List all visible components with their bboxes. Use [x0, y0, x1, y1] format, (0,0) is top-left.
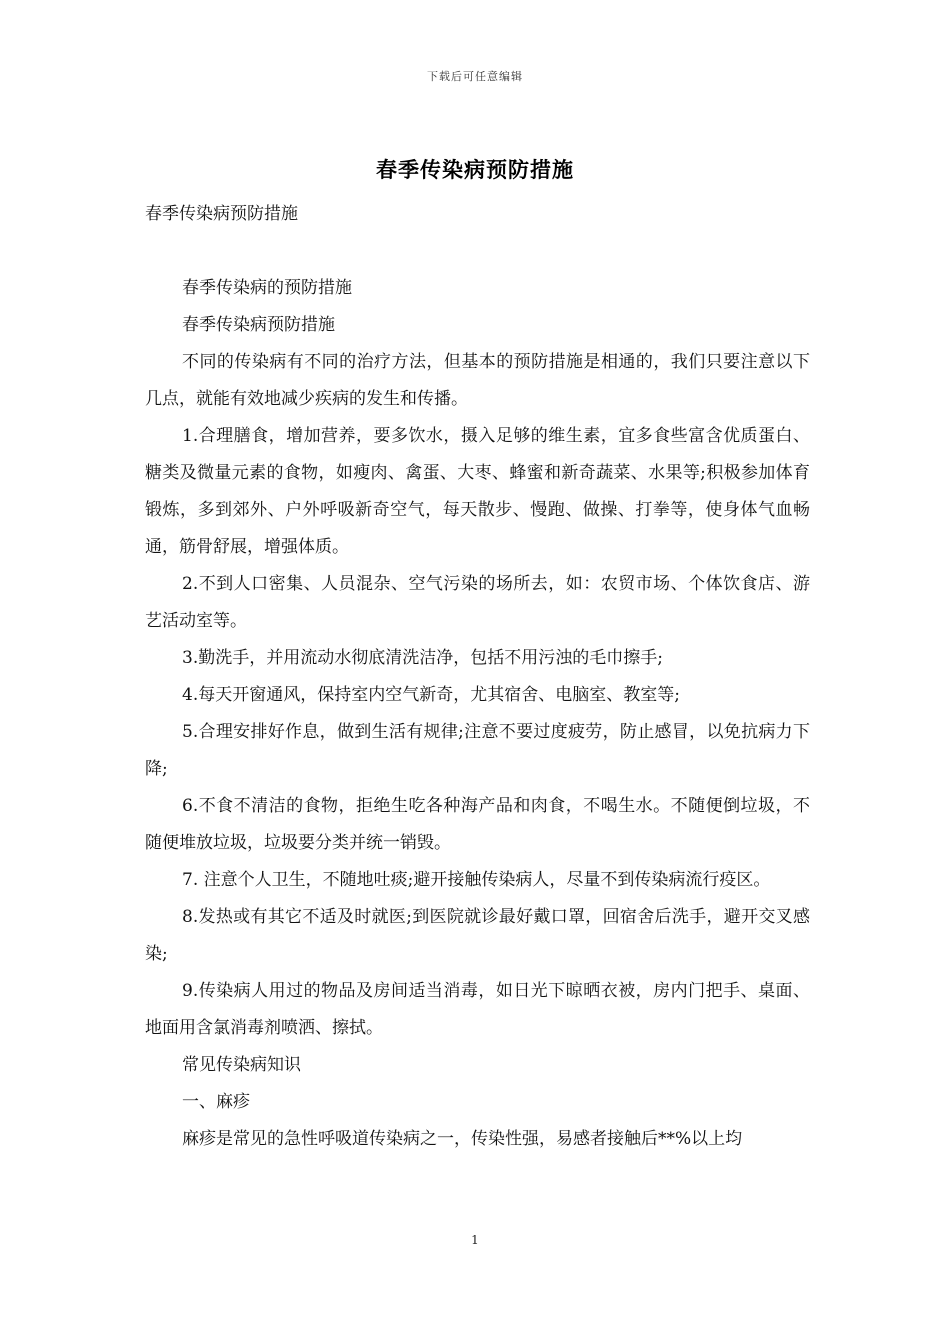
section-heading: 常见传染病知识 [182, 1055, 301, 1075]
list-item: 6.不食不清洁的食物，拒绝生吃各种海产品和肉食，不喝生水。不随便倒垃圾，不随便堆放垃圾，垃圾要分类并统一销毁。 [145, 796, 810, 853]
list-item: 5.合理安排好作息，做到生活有规律;注意不要过度疲劳，防止感冒，以免抗病力下降; [145, 722, 810, 779]
list-item: 9.传染病人用过的物品及房间适当消毒，如日光下晾晒衣被，房内门把手、桌面、地面用含氯消毒剂喷洒、擦拭。 [145, 981, 810, 1038]
intro-paragraph: 不同的传染病有不同的治疗方法，但基本的预防措施是相通的，我们只要注意以下几点，就能有效地减少疾病的发生和传播。 [145, 352, 810, 409]
list-item: 3.勤洗手，并用流动水彻底清洗洁净，包括不用污浊的毛巾擦手; [182, 648, 663, 668]
page-number: 1 [471, 1233, 479, 1247]
body-paragraph: 麻疹是常见的急性呼吸道传染病之一，传染性强，易感者接触后**%以上均 [182, 1129, 743, 1149]
section-heading: 春季传染病预防措施 [182, 315, 335, 335]
document-body [145, 196, 810, 1158]
header-note: 下载后可任意编辑 [427, 70, 523, 83]
list-item: 8.发热或有其它不适及时就医;到医院就诊最好戴口罩，回宿舍后洗手，避开交叉感染; [145, 907, 810, 964]
list-item: 2.不到人口密集、人员混杂、空气污染的场所去，如：农贸市场、个体饮食店、游艺活动室等。 [145, 574, 810, 631]
subtitle: 春季传染病预防措施 [145, 204, 298, 224]
list-item: 1.合理膳食，增加营养，要多饮水，摄入足够的维生素，宜多食些富含优质蛋白、糖类及微量元素的食物，如瘦肉、禽蛋、大枣、蜂蜜和新奇蔬菜、水果等;积极参加体育锻炼，多到郊外、户外呼吸新奇空气，每天散步、慢跑、做操、打拳等，使身体气血畅通，筋骨舒展，增强体质。 [145, 426, 810, 557]
section-heading: 春季传染病的预防措施 [182, 278, 352, 298]
document-title: 春季传染病预防措施 [376, 157, 574, 182]
subsection-heading: 一、麻疹 [182, 1092, 250, 1112]
list-item: 4.每天开窗通风，保持室内空气新奇，尤其宿舍、电脑室、教室等; [182, 685, 680, 705]
blank-line [145, 233, 810, 270]
list-item: 7. 注意个人卫生，不随地吐痰;避开接触传染病人，尽量不到传染病流行疫区。 [182, 870, 771, 890]
